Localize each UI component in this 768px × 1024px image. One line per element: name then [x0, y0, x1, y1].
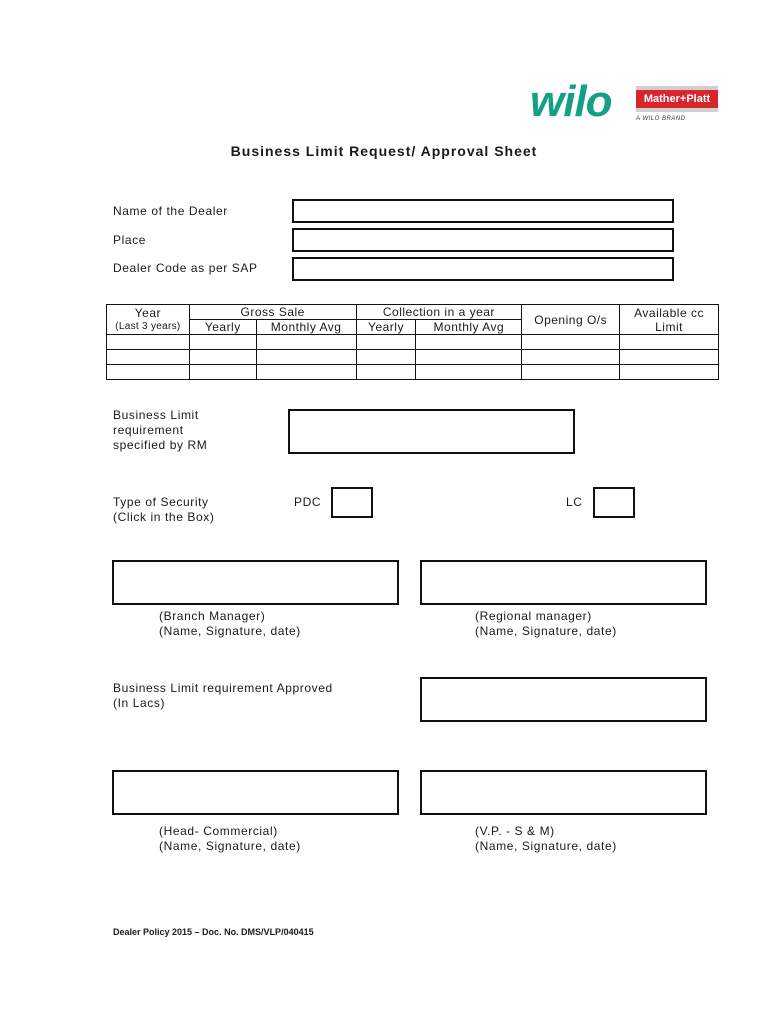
table-cell[interactable]	[107, 365, 190, 380]
pdc-checkbox[interactable]	[331, 487, 373, 518]
document-footer: Dealer Policy 2015 – Doc. No. DMS/VLP/040415	[113, 927, 314, 937]
year-header: Year (Last 3 years)	[107, 305, 190, 335]
table-cell[interactable]	[620, 350, 719, 365]
table-cell[interactable]	[189, 365, 256, 380]
page-title: Business Limit Request/ Approval Sheet	[230, 143, 538, 159]
wilo-logo: wilo	[530, 77, 612, 126]
table-cell[interactable]	[416, 350, 522, 365]
table-cell[interactable]	[107, 335, 190, 350]
table-cell[interactable]	[416, 365, 522, 380]
head-commercial-signature-box[interactable]	[112, 770, 399, 815]
branch-manager-caption: (Branch Manager) (Name, Signature, date)	[159, 609, 301, 638]
table-cell[interactable]	[256, 350, 356, 365]
place-label: Place	[113, 233, 147, 247]
sales-table	[106, 304, 719, 380]
gross-sale-header: Gross Sale	[189, 305, 356, 320]
table-cell[interactable]	[256, 335, 356, 350]
dealer-code-field[interactable]	[292, 257, 674, 281]
table-cell[interactable]	[522, 365, 620, 380]
approved-limit-label: Business Limit requirement Approved (In Lacs)	[113, 681, 333, 710]
table-cell[interactable]	[356, 335, 416, 350]
business-limit-field[interactable]	[288, 409, 575, 454]
business-limit-label: Business Limit requirement specified by RM	[113, 408, 208, 452]
head-commercial-caption: (Head- Commercial) (Name, Signature, date)	[159, 824, 301, 853]
table-row	[107, 335, 719, 350]
available-cc-header: Available cc Limit	[620, 305, 719, 335]
dealer-code-label: Dealer Code as per SAP	[113, 261, 258, 275]
table-row	[107, 365, 719, 380]
regional-manager-signature-box[interactable]	[420, 560, 707, 605]
dealer-name-label: Name of the Dealer	[113, 204, 228, 218]
lc-checkbox[interactable]	[593, 487, 635, 518]
table-cell[interactable]	[256, 365, 356, 380]
opening-os-header: Opening O/s	[522, 305, 620, 335]
table-cell[interactable]	[107, 350, 190, 365]
table-cell[interactable]	[620, 335, 719, 350]
collection-header: Collection in a year	[356, 305, 522, 320]
place-field[interactable]	[292, 228, 674, 252]
gross-monthly-header: Monthly Avg	[256, 320, 356, 335]
branch-manager-signature-box[interactable]	[112, 560, 399, 605]
regional-manager-caption: (Regional manager) (Name, Signature, date)	[475, 609, 617, 638]
table-cell[interactable]	[620, 365, 719, 380]
table-row	[107, 350, 719, 365]
mather-platt-logo: Mather+Platt	[636, 90, 718, 108]
table-cell[interactable]	[356, 365, 416, 380]
brand-bar-bottom	[636, 108, 718, 112]
lc-label: LC	[566, 495, 583, 509]
dealer-name-field[interactable]	[292, 199, 674, 223]
security-type-label: Type of Security (Click in the Box)	[113, 495, 215, 524]
collection-yearly-header: Yearly	[356, 320, 416, 335]
table-cell[interactable]	[356, 350, 416, 365]
gross-yearly-header: Yearly	[189, 320, 256, 335]
year-sub-header: (Last 3 years)	[115, 320, 181, 332]
collection-monthly-header: Monthly Avg	[416, 320, 522, 335]
table-cell[interactable]	[189, 350, 256, 365]
brand-tagline: A WILO BRAND	[636, 116, 686, 122]
table-cell[interactable]	[522, 350, 620, 365]
table-cell[interactable]	[416, 335, 522, 350]
vp-caption: (V.P. - S & M) (Name, Signature, date)	[475, 824, 617, 853]
vp-signature-box[interactable]	[420, 770, 707, 815]
table-cell[interactable]	[522, 335, 620, 350]
pdc-label: PDC	[294, 495, 322, 509]
table-cell[interactable]	[189, 335, 256, 350]
approved-limit-field[interactable]	[420, 677, 707, 722]
